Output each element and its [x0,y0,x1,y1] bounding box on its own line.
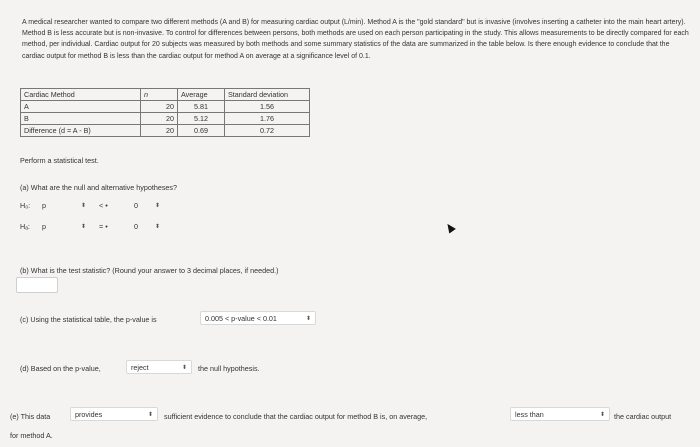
h0-operator-select[interactable] [95,198,127,212]
part-d-suffix: the null hypothesis. [198,364,260,373]
chevron-updown-icon: ⬍ [305,315,311,322]
table-header: Average [178,89,225,101]
table-header-row [21,89,310,101]
table-cell: 1.56 [225,101,310,113]
table-cell: 1.76 [225,113,310,125]
chevron-updown-icon: ⬍ [154,223,160,230]
chevron-updown-icon: ⬍ [80,202,86,209]
part-e-line2: for method A. [10,431,53,440]
ha-operator-value: = • [99,221,108,231]
table-row [21,125,310,137]
table-cell: 0.69 [178,125,225,137]
decision-select[interactable] [126,360,192,374]
table-cell: 5.81 [178,101,225,113]
table-row [21,113,310,125]
ha-value-value: 0 [134,221,138,231]
part-b-question: (b) What is the test statistic? (Round your answer to 3 decimal places, if needed.) [20,266,279,275]
part-c-text: (c) Using the statistical table, the p-value is [20,315,157,324]
h0-value-value: 0 [134,200,138,210]
ha-operator-select[interactable] [95,219,127,233]
evidence-selected: provides [75,409,103,419]
summary-table [20,88,310,137]
chevron-updown-icon: ⬍ [599,411,605,418]
part-e-suffix: the cardiac output [614,412,672,421]
table-cell: 20 [141,101,178,113]
problem-text: A medical researcher wanted to compare two different methods (A and B) for measuring cardiac output (L/min). Method A is the "gold standard" but is invasive (involves inserting a catheter into the main heart artery). Method B is less accurate but is non-invasive. To control for differences between persons, both methods are used on each person participating in the study. This allows measurements to be directly compared for each method, per individual. Cardiac output for 20 subjects was measured by both methods and some summary statistics of the data are summarized in the table below. Is there enough evidence to conclude that the cardiac output for method B is less than the cardiac output for method A on average at a significance level of 0.1. [22,19,689,60]
comparison-selected: less than [515,409,544,419]
p-value-selected: 0.005 < p-value < 0.01 [205,313,277,323]
ha-label: Hₐ: [20,222,30,231]
comparison-select[interactable] [510,407,610,421]
h0-label: H₀: [20,201,31,210]
ha-value-select[interactable] [130,219,164,233]
chevron-updown-icon: ⬍ [154,202,160,209]
table-cell: A [21,101,141,113]
h0-param-select[interactable] [38,198,90,212]
ha-param-value: p [42,221,46,231]
decision-selected: reject [131,362,149,372]
h0-value-select[interactable] [130,198,164,212]
table-header: Standard deviation [225,89,310,101]
table-header: Cardiac Method [21,89,141,101]
test-statistic-input[interactable] [16,277,58,293]
p-value-select[interactable] [200,311,316,325]
table-cell: 20 [141,125,178,137]
evidence-select[interactable] [70,407,158,421]
table-row [21,101,310,113]
chevron-updown-icon: ⬍ [80,223,86,230]
h0-param-value: p [42,200,46,210]
part-e-text: (e) This data [10,412,51,421]
table-cell: 20 [141,113,178,125]
part-d-text: (d) Based on the p-value, [20,364,101,373]
part-a-question: (a) What are the null and alternative hypotheses? [20,183,178,192]
table-cell: B [21,113,141,125]
instruction-text: Perform a statistical test. [20,156,99,165]
table-cell: 0.72 [225,125,310,137]
h0-operator-value: < • [99,200,108,210]
part-e-middle: sufficient evidence to conclude that the cardiac output for method B is, on average, [164,412,428,421]
ha-param-select[interactable] [38,219,90,233]
chevron-updown-icon: ⬍ [147,411,153,418]
chevron-updown-icon: ⬍ [181,364,187,371]
table-header: n [141,89,178,101]
mouse-cursor-icon [444,222,456,234]
table-cell: Difference (d = A - B) [21,125,141,137]
table-cell: 5.12 [178,113,225,125]
